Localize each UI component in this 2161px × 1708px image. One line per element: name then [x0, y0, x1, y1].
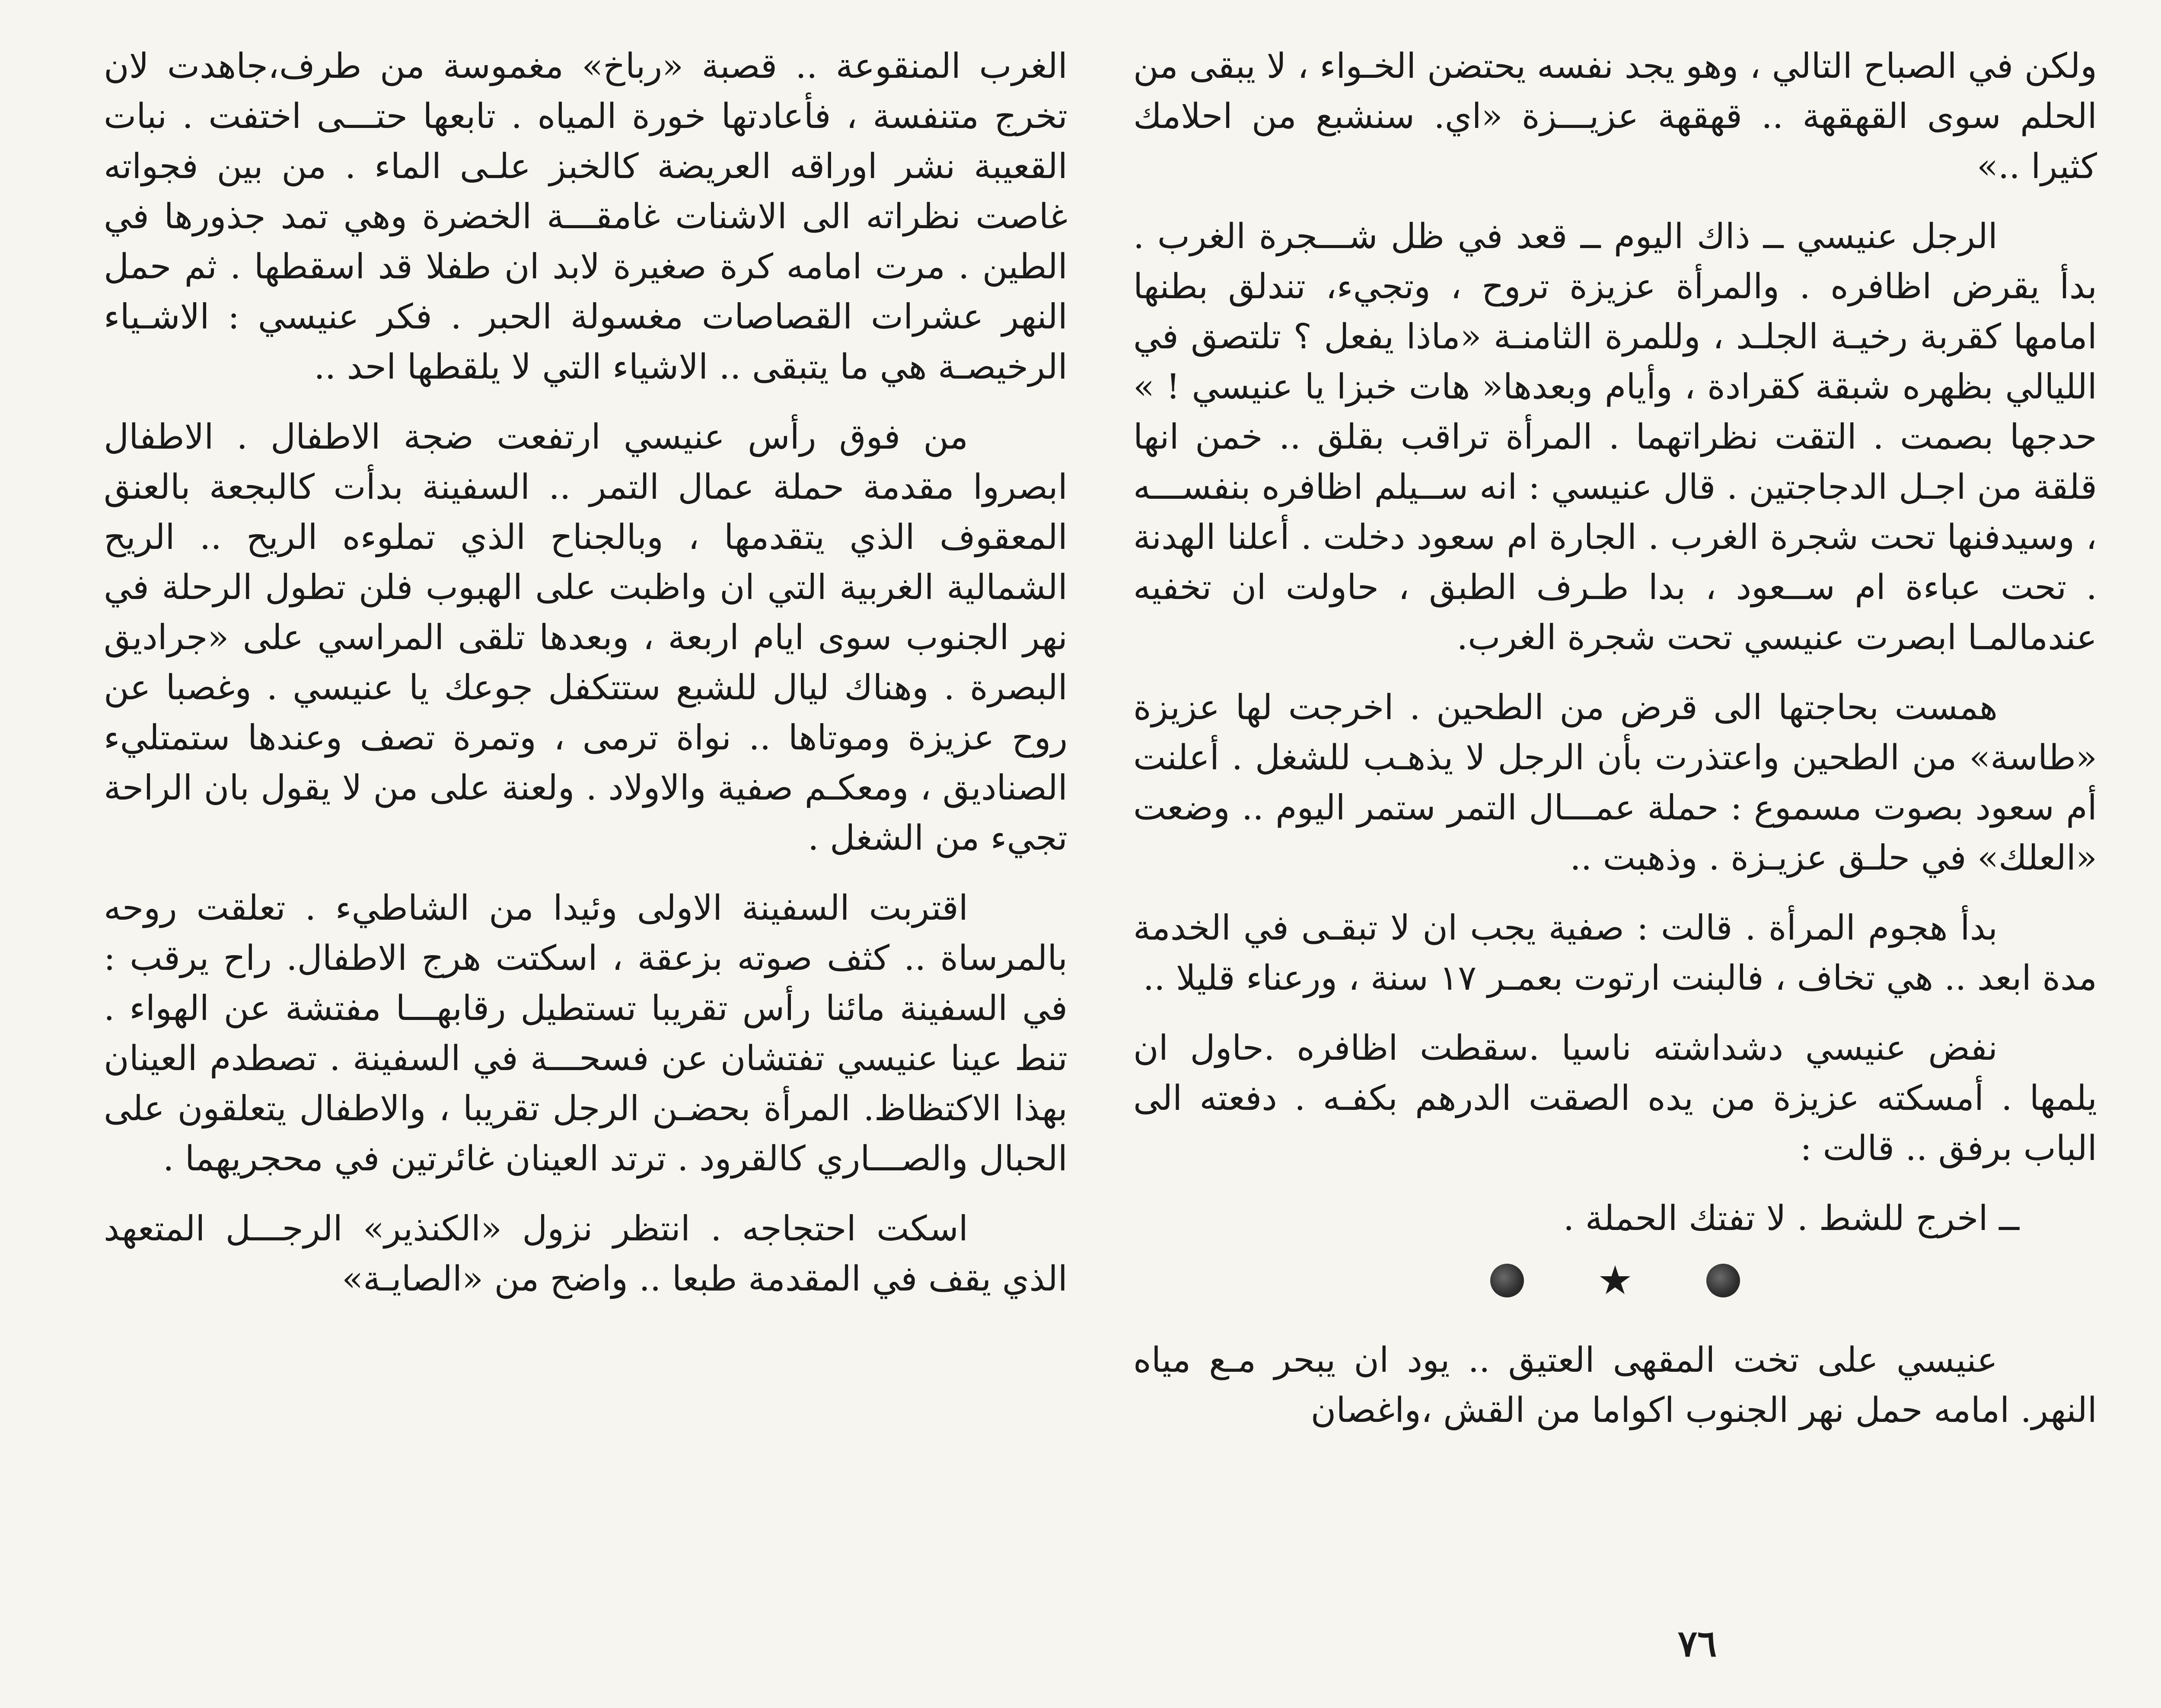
paragraph: بدأ هجوم المرأة . قالت : صفية يجب ان لا تبقـى في الخدمة مدة ابعد .. هي تخاف ، فالبنت ارتوت بعمـر ١٧ سنة ، ورعناء قليلا ..	[1133, 908, 2097, 998]
paragraph: اسكت احتجاجه . انتظر نزول «الكنذير» الرجـــل المتعهد الذي يقف في المقدمة طبعا .. واضح من «الصايـة»	[104, 1208, 1068, 1299]
star-icon: ★	[1597, 1257, 1633, 1303]
paragraph: عنيسي على تخت المقهى العتيق .. يود ان يبحر مـع مياه النهر. امامه حمل نهر الجنوب اكواما من القش ،واغصان	[1133, 1340, 2097, 1430]
paragraph: اقتربت السفينة الاولى وئيدا من الشاطيء . تعلقت روحه بالمرساة .. كثف صوته بزعقة ، اسكتت هرج الاطفال. راح يرقب : في السفينة مائنا رأس تقريبا تستطيل رقابهـــا مفتشة عن الهواء . تنط عينا عنيسي تفتشان عن فسحـــة في السفينة . تصطدم العينان بهذا الاكتظاظ. المرأة بحضـن الرجل تقريبا ، والاطفال يتعلقون على الحبال والصـــاري كالقرود . ترتد العينان غائرتين في محجريهما .	[104, 888, 1068, 1179]
page-number: ٧٦	[1678, 1622, 1717, 1665]
paragraph: الغرب المنقوعة .. قصبة «رباخ» مغموسة من طرف،جاهدت لان تخرج متنفسة ، فأعادتها خورة المياه . تابعها حتـــى اختفت . نبات القعيبة نشر اوراقه العريضة كالخبز علـى الماء . من بين فجواته غاصت نظراته الى الاشنات غامقـــة الخضرة وهي تمد جذورها في الطين . مرت امامه كرة صغيرة لابد ان طفلا قد اسقطها . ثم حمل النهر عشرات القصاصات مغسولة الحبر . فكر عنيسي : الاشـياء الرخيصـة هي ما يتبقى .. الاشياء التي لا يلقطها احد ..	[104, 46, 1068, 387]
paragraph: نفض عنيسي دشداشته ناسيا .سقطت اظافره .حاول ان يلمها . أمسكته عزيزة من يده الصقت الدرهم بكفـه . دفعته الى الباب برفق .. قالت :	[1133, 1028, 2097, 1168]
dialogue-line: ــ اخرج للشط . لا تفتك الحملة .	[1563, 1198, 2019, 1238]
paragraph: الرجل عنيسي ــ ذاك اليوم ــ قعد في ظل شـــجرة الغرب . بدأ يقرض اظافره . والمرأة عزيزة تروح ، وتجيء، تندلق بطنها امامها كقربة رخيـة الجلـد ، وللمرة الثامنـة «ماذا يفعل ؟ تلتصق في الليالي بظهره شبقة كقرادة ، وأيام وبعدها« هات خبزا يا عنيسي ! » حدجها بصمت . التقت نظراتهما . المرأة تراقب بقلق .. خمن انها قلقة من اجـل الدجاجتين . قال عنيسي : انه ســيلم اظافره بنفســـه ، وسيدفنها تحت شجرة الغرب . الجارة ام سعود دخلت . أعلنا الهدنة . تحت عباءة ام ســعود ، بدا طـرف الطبق ، حاولت ان تخفيه عندمالمـا ابصرت عنيسي تحت شجرة الغرب.	[1133, 216, 2097, 657]
left-column	[104, 41, 1068, 1662]
page-number-area	[1133, 0, 2097, 1665]
paragraph: من فوق رأس عنيسي ارتفعت ضجة الاطفال . الاطفال ابصروا مقدمة حملة عمال التمر .. السفينة بدأت كالبجعة بالعنق المعقوف الذي يتقدمها ، وبالجناح الذي تملوءه الريح .. الريح الشمالية الغربية التي ان واظبت على الهبوب فلن تطول الرحلة في نهر الجنوب سوى ايام اربعة ، وبعدها تلقى المراسي على «جراديق البصرة . وهناك ليال للشبع ستتكفل جوعك يا عنيسي . وغصبا عن روح عزيزة وموتاها .. نواة ترمى ، وتمرة تصف وعندها ستمتليء الصناديق ، ومعكـم صفية والاولاد . ولعنة على من لا يقول بان الراحة تجيء من الشغل .	[104, 417, 1068, 858]
paragraph: همست بحاجتها الى قرض من الطحين . اخرجت لها عزيزة «طاسة» من الطحين واعتذرت بأن الرجل لا يذهـب للشغل . أعلنت أم سعود بصوت مسموع : حملة عمـــال التمر ستمر اليوم .. وضعت «العلك» في حلـق عزيـزة . وذهبت ..	[1133, 687, 2097, 878]
paragraph: ولكن في الصباح التالي ، وهو يجد نفسه يحتضن الخـواء ، لا يبقى من الحلم سوى القهقهة .. قهقهة عزيـــزة «اي. سنشبع من احلامك كثيرا ..»	[1133, 46, 2097, 186]
